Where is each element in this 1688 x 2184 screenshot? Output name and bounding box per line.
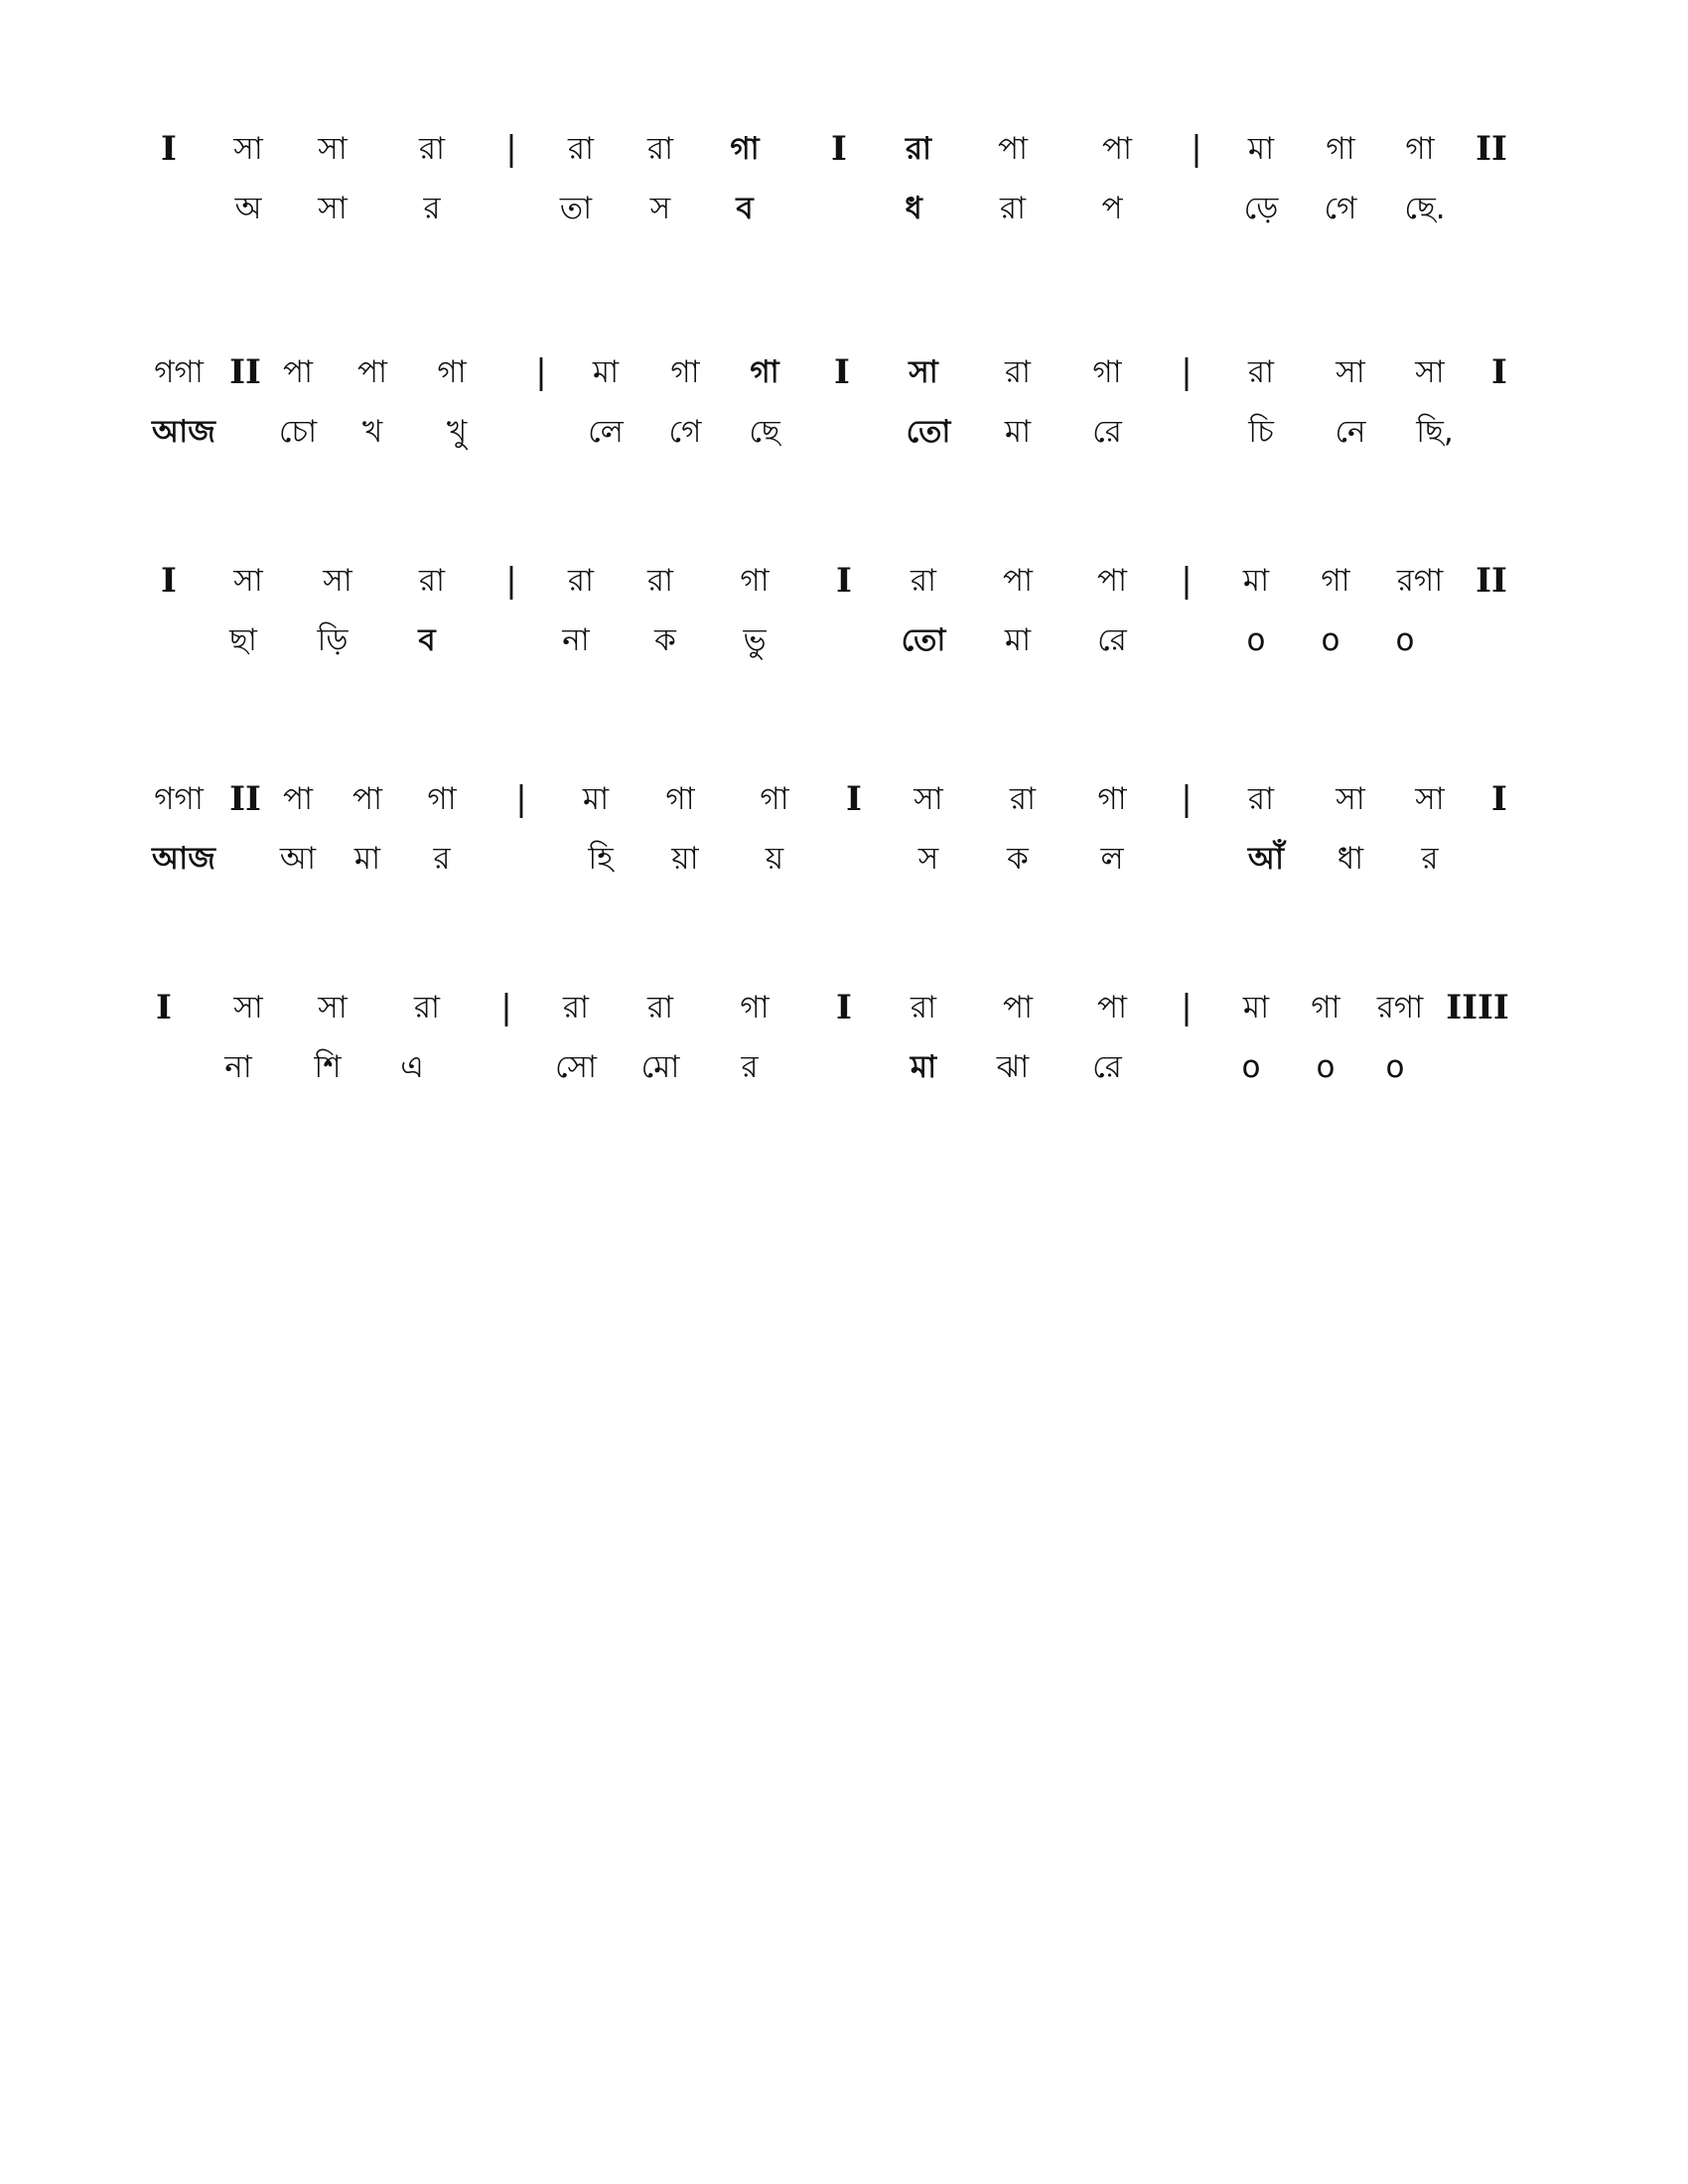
bar-divider: |	[1181, 352, 1193, 392]
swara-note: গগা	[154, 354, 204, 390]
lyric-syllable: সো	[554, 1049, 598, 1085]
lyric-syllable: ছে.	[1404, 191, 1446, 226]
swara-note: রা	[910, 990, 937, 1025]
swara-note: সা	[914, 781, 943, 817]
lyric-syllable: আঁ	[1247, 841, 1285, 877]
lyric-syllable: স	[649, 191, 671, 226]
notation-line-5	[149, 978, 1529, 1097]
lyric-syllable: ক	[654, 622, 676, 658]
lyric-syllable: ভু	[743, 622, 767, 658]
swara-note: গা	[740, 563, 770, 599]
swara-note: সা	[318, 131, 348, 167]
bar-divider: |	[535, 352, 547, 392]
bar-divider: |	[1181, 779, 1193, 819]
lyric-syllable: মা	[1004, 414, 1032, 450]
lyric-syllable: o	[1395, 622, 1415, 658]
swara-note: গগা	[154, 781, 204, 817]
lyric-syllable: ধা	[1336, 841, 1364, 877]
lyric-syllable: শি	[314, 1049, 342, 1085]
swara-note: পা	[282, 354, 314, 390]
lyric-syllable: আজ	[152, 841, 215, 877]
lyric-syllable: গে	[668, 414, 702, 450]
swara-note: রা	[1247, 781, 1275, 817]
swara-note: গা	[1405, 131, 1435, 167]
swara-note: সা	[1415, 781, 1445, 817]
lyric-row	[149, 829, 1529, 888]
lyric-syllable: র	[1421, 841, 1439, 877]
swara-note: রা	[905, 131, 932, 167]
swara-note: গা	[1097, 781, 1127, 817]
lyric-syllable: মা	[1004, 622, 1032, 658]
lyric-syllable: রা	[999, 191, 1027, 226]
lyric-syllable: ড়ে	[1243, 191, 1279, 226]
lyric-syllable: না	[562, 622, 590, 658]
swara-note: রা	[567, 131, 595, 167]
bar-marker: II	[1476, 129, 1507, 169]
swara-note: গা	[437, 354, 467, 390]
lyric-syllable: ধ	[905, 191, 922, 226]
swara-note: গা	[750, 354, 779, 390]
swara-note: রা	[413, 990, 441, 1025]
lyric-row	[149, 611, 1529, 670]
swara-note: পা	[1002, 990, 1034, 1025]
swara-note: রা	[1009, 781, 1037, 817]
swara-note: গা	[427, 781, 457, 817]
swara-note: সা	[233, 563, 263, 599]
bar-divider: |	[505, 561, 517, 601]
lyric-syllable: রে	[1092, 414, 1122, 450]
bar-marker: I	[836, 561, 852, 601]
notation-line-4	[149, 769, 1529, 888]
bar-marker: I	[836, 988, 852, 1027]
lyric-syllable: ছি,	[1416, 414, 1454, 450]
bar-marker: I	[1491, 352, 1507, 392]
lyric-syllable: হি	[588, 841, 614, 877]
swara-note: রা	[567, 563, 595, 599]
lyric-syllable: মা	[353, 841, 381, 877]
bar-divider: |	[1181, 988, 1193, 1027]
swara-row	[149, 769, 1529, 829]
swara-note: মা	[1247, 131, 1275, 167]
bar-marker: I	[834, 352, 850, 392]
lyric-syllable: র	[741, 1049, 759, 1085]
swara-note: রা	[1004, 354, 1032, 390]
bar-divider: |	[515, 779, 527, 819]
lyric-syllable: ছে	[749, 414, 780, 450]
swara-note: রা	[418, 563, 446, 599]
bar-marker: I	[1491, 779, 1507, 819]
swara-note: পা	[1096, 563, 1128, 599]
lyric-syllable: তো	[906, 414, 951, 450]
swara-note: রা	[646, 990, 674, 1025]
lyric-syllable: র	[423, 191, 441, 226]
swara-row	[149, 551, 1529, 611]
lyric-syllable: স	[917, 841, 939, 877]
bar-marker: II	[229, 352, 261, 392]
notation-line-3	[149, 551, 1529, 670]
bar-divider: |	[500, 988, 512, 1027]
bar-marker: I	[161, 561, 177, 601]
lyric-row	[149, 402, 1529, 462]
swara-note: রগা	[1376, 990, 1424, 1025]
bar-marker: I	[846, 779, 862, 819]
lyric-syllable: সা	[318, 191, 348, 226]
lyric-syllable: ক	[1007, 841, 1029, 877]
swara-note: সা	[233, 990, 263, 1025]
lyric-syllable: ড়ি	[317, 622, 349, 658]
lyric-syllable: অ	[234, 191, 262, 226]
lyric-syllable: খ	[361, 414, 383, 450]
swara-note: রগা	[1396, 563, 1444, 599]
swara-note: মা	[1242, 990, 1270, 1025]
notation-line-2	[149, 342, 1529, 462]
swara-note: রা	[646, 563, 674, 599]
swara-note: পা	[1002, 563, 1034, 599]
lyric-syllable: রে	[1097, 622, 1127, 658]
lyric-syllable: চো	[278, 414, 318, 450]
swara-note: পা	[1096, 990, 1128, 1025]
swara-note: গা	[1326, 131, 1355, 167]
lyric-syllable: লে	[588, 414, 624, 450]
lyric-syllable: নে	[1335, 414, 1366, 450]
lyric-syllable: য়	[765, 841, 784, 877]
swara-note: রা	[646, 131, 674, 167]
swara-note: গা	[740, 990, 770, 1025]
lyric-syllable: ব	[736, 191, 754, 226]
swara-note: গা	[665, 781, 695, 817]
lyric-syllable: আ	[279, 841, 317, 877]
swara-note: গা	[1321, 563, 1350, 599]
swara-note: পা	[1101, 131, 1133, 167]
lyric-syllable: ছা	[229, 622, 257, 658]
swara-note: মা	[582, 781, 610, 817]
swara-row	[149, 978, 1529, 1037]
lyric-syllable: খু	[446, 414, 468, 450]
swara-row	[149, 119, 1529, 179]
lyric-syllable: রে	[1092, 1049, 1122, 1085]
swara-note: রা	[1247, 354, 1275, 390]
swara-note: সা	[1336, 781, 1365, 817]
swara-note: রা	[910, 563, 937, 599]
swara-note: মা	[1242, 563, 1270, 599]
swara-note: মা	[592, 354, 620, 390]
lyric-row	[149, 179, 1529, 238]
bar-divider: |	[1181, 561, 1193, 601]
bar-marker: II	[1476, 561, 1507, 601]
lyric-syllable: না	[224, 1049, 252, 1085]
bar-divider: |	[1191, 129, 1202, 169]
lyric-syllable: তা	[559, 191, 593, 226]
swara-row	[149, 342, 1529, 402]
lyric-syllable: র	[433, 841, 451, 877]
lyric-syllable: o	[1385, 1049, 1405, 1085]
lyric-syllable: মো	[640, 1049, 680, 1085]
lyric-syllable: আজ	[152, 414, 215, 450]
swara-note: পা	[997, 131, 1029, 167]
swara-note: সা	[233, 131, 263, 167]
lyric-syllable: ঝা	[996, 1049, 1030, 1085]
bar-divider: |	[505, 129, 517, 169]
lyric-syllable: প	[1101, 191, 1123, 226]
swara-note: সা	[1415, 354, 1445, 390]
lyric-syllable: মা	[910, 1049, 937, 1085]
swara-note: গা	[1311, 990, 1340, 1025]
swara-note: রা	[562, 990, 590, 1025]
lyric-syllable: য়া	[671, 841, 699, 877]
swara-note: পা	[282, 781, 314, 817]
notation-line-1	[149, 119, 1529, 238]
swara-note: সা	[318, 990, 348, 1025]
lyric-syllable: o	[1316, 1049, 1336, 1085]
swara-note: সা	[323, 563, 352, 599]
swara-note: সা	[1336, 354, 1365, 390]
swara-note: পা	[352, 781, 383, 817]
bar-marker: I	[156, 988, 172, 1027]
lyric-syllable: গে	[1324, 191, 1357, 226]
lyric-syllable: ল	[1100, 841, 1124, 877]
bar-marker: IIII	[1446, 988, 1509, 1027]
lyric-syllable: o	[1321, 622, 1340, 658]
lyric-syllable: o	[1241, 1049, 1261, 1085]
swara-note: পা	[356, 354, 388, 390]
swara-note: সা	[909, 354, 938, 390]
swara-note: গা	[1092, 354, 1122, 390]
lyric-syllable: তো	[901, 622, 946, 658]
lyric-syllable: ব	[418, 622, 436, 658]
swara-note: গা	[730, 131, 760, 167]
swara-note: রা	[418, 131, 446, 167]
swara-note: গা	[760, 781, 789, 817]
bar-marker: I	[161, 129, 177, 169]
lyric-syllable: এ	[400, 1049, 424, 1085]
lyric-row	[149, 1037, 1529, 1097]
bar-marker: I	[831, 129, 847, 169]
bar-marker: II	[229, 779, 261, 819]
lyric-syllable: o	[1246, 622, 1266, 658]
lyric-syllable: চি	[1248, 414, 1274, 450]
swara-note: গা	[670, 354, 700, 390]
